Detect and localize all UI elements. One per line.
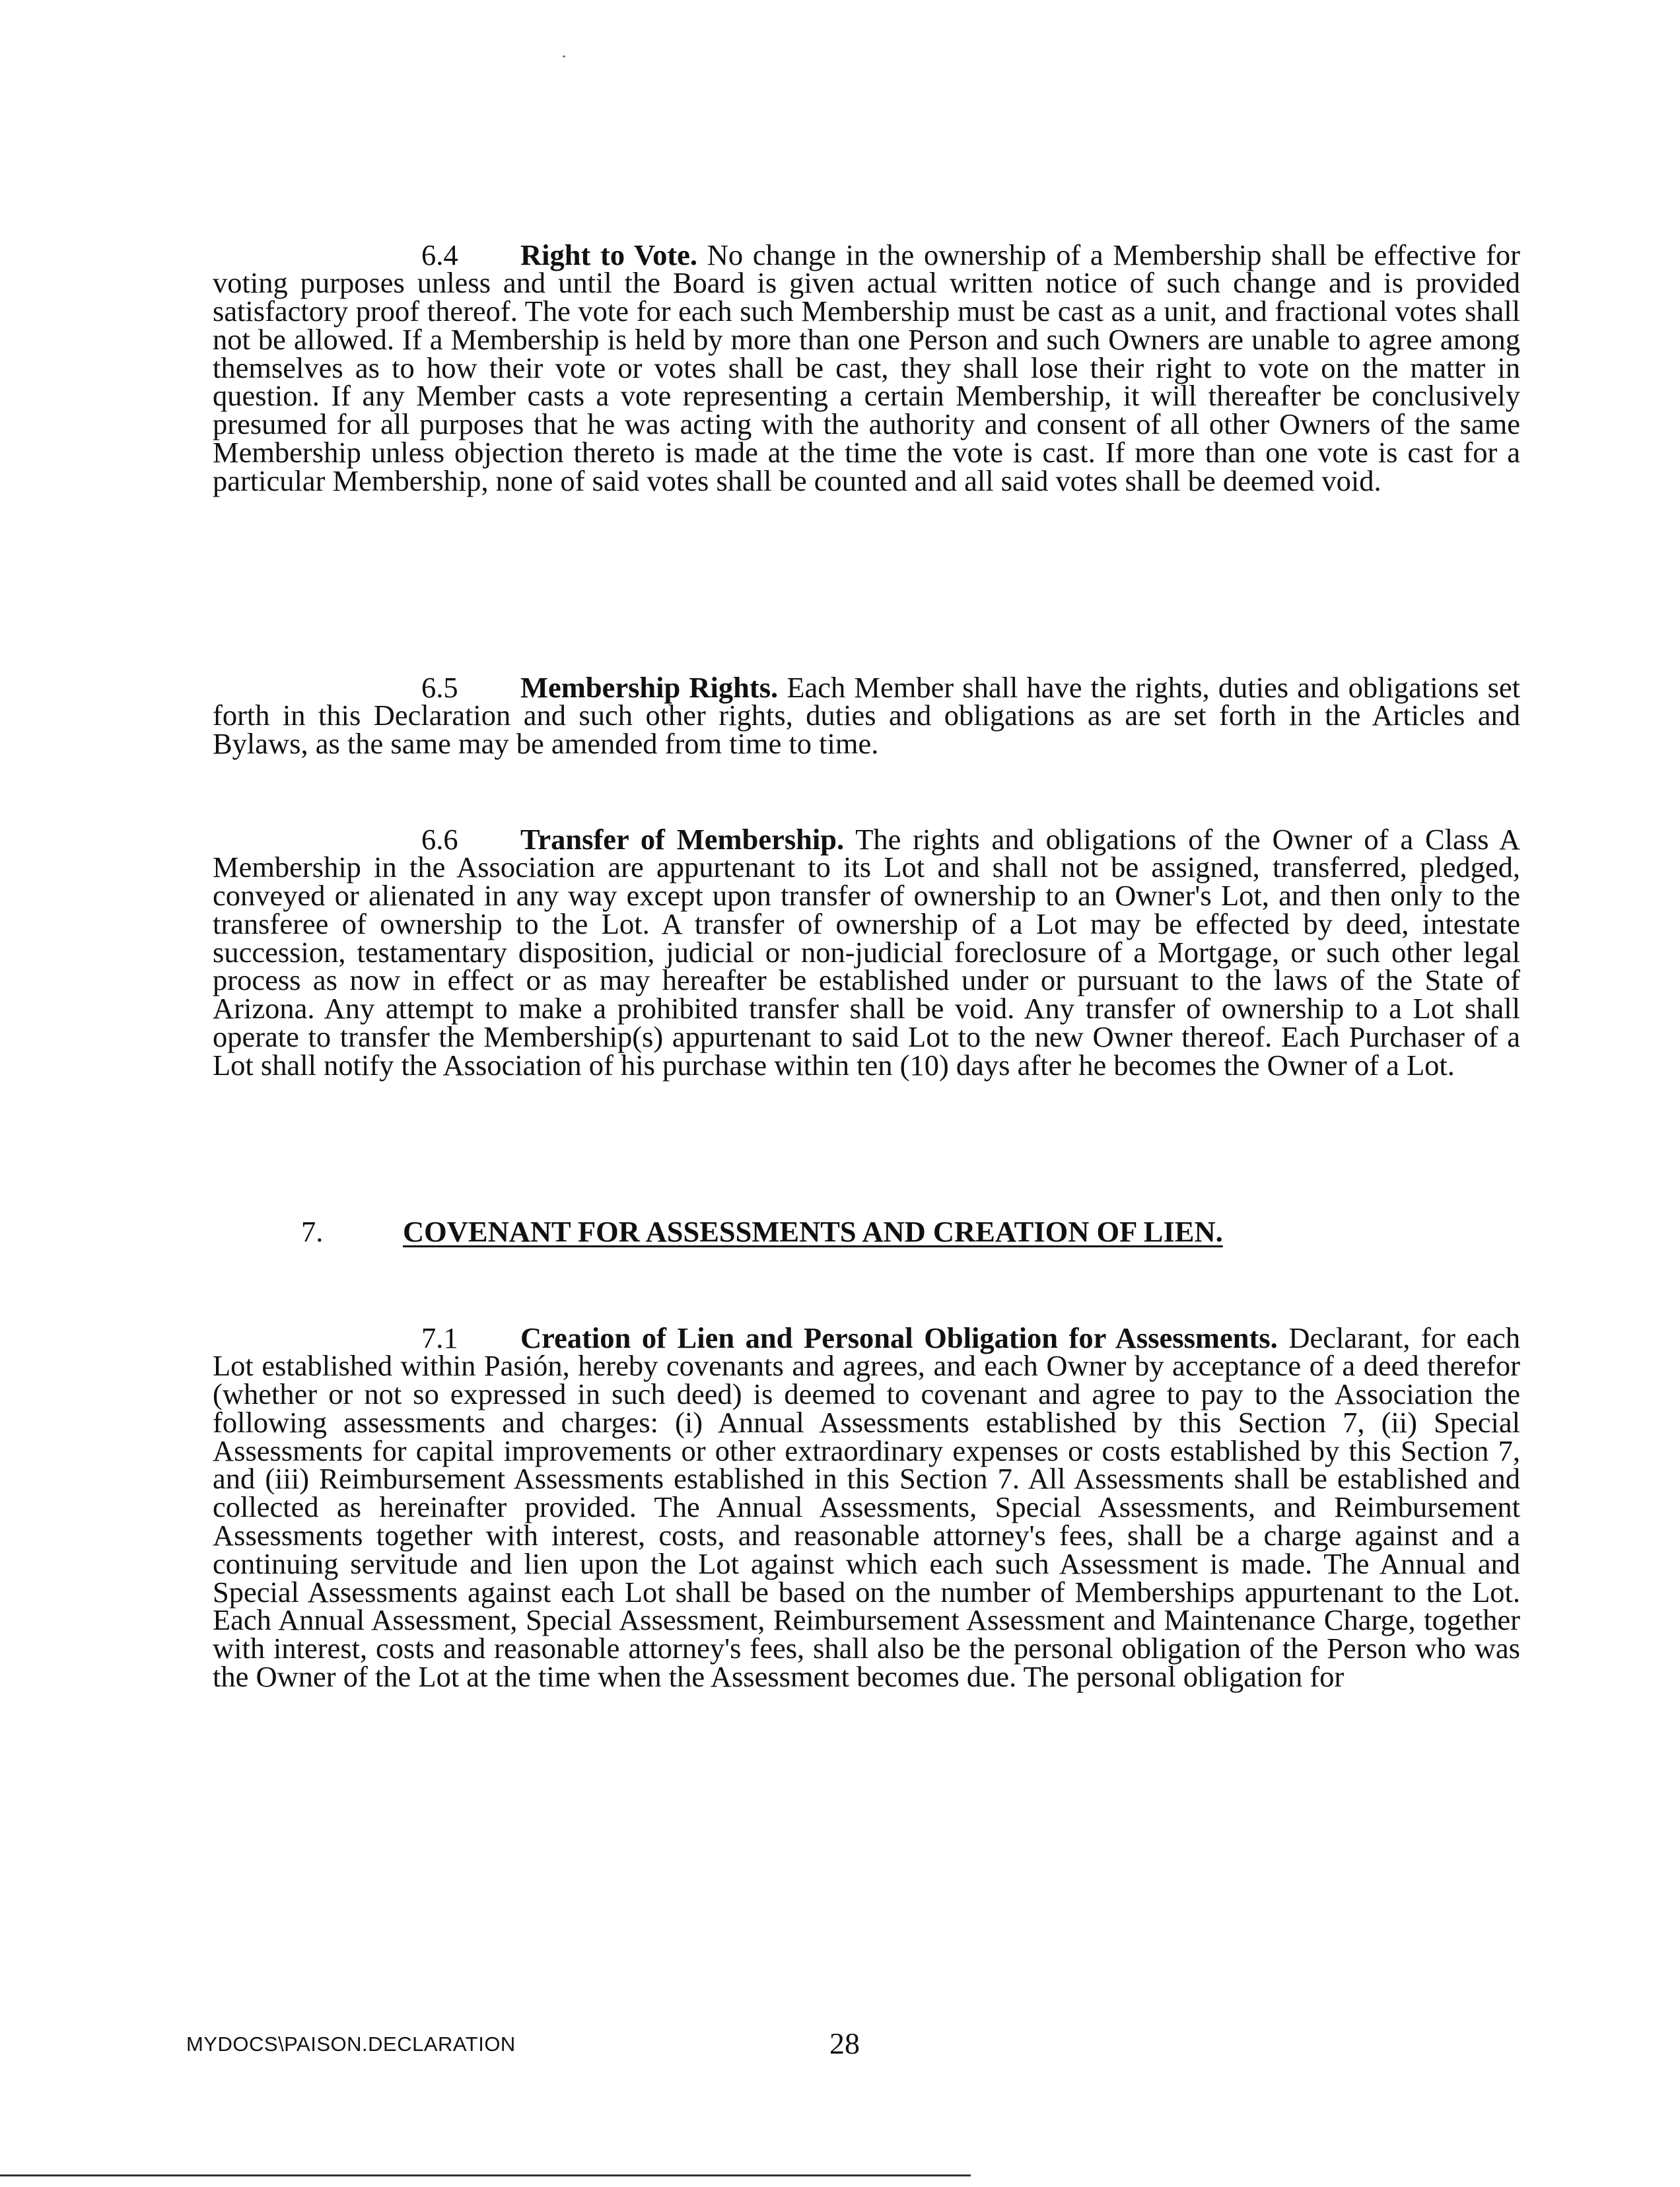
bottom-rule	[0, 2174, 971, 2176]
paragraph-heading: Membership Rights.	[520, 670, 779, 704]
page-number: 28	[829, 2027, 860, 2060]
paragraph-body: Each Member shall have the rights, duties and obligations set forth in this Declaration and such other rights, duties and obligations as are set forth in the Articles and Bylaws, as the same may be amended from time to time.	[213, 670, 1521, 761]
section-7-heading	[301, 1215, 1223, 1248]
paragraph-heading: Transfer of Membership.	[520, 822, 845, 856]
paragraph-number: 6.6	[421, 822, 458, 856]
footer-document-reference: MYDOCS\PAISON.DECLARATION	[186, 2032, 516, 2056]
paragraph-body: Declarant, for each Lot established within Pasión, hereby covenants and agrees, and each Owner by acceptance of a deed therefor (whether or not so expressed in such deed) is deemed to covenant and agree to pay to the Association the following assessments and charges: (i) Annual Assessments established by this Section 7, (ii) Special Assessments for capital improvements or other extraordinary expenses or costs established by this Section 7, and (iii) Reimbursement Assessments established in this Section 7. All Assessments shall be established and collected as hereinafter provided. The Annual Assessments, Special Assessments, and Reimbursement Assessments together with interest, costs, and reasonable attorney's fees, shall be a charge against and a continuing servitude and lien upon the Lot against which each such Assessment is made. The Annual and Special Assessments against each Lot shall be based on the number of Memberships appurtenant to the Lot. Each Annual Assessment, Special Assessment, Reimbursement Assessment and Maintenance Charge, together with interest, costs and reasonable attorney's fees, shall also be the personal obligation of the Person who was the Owner of the Lot at the time when the Assessment becomes due. The personal obligation for	[213, 1321, 1520, 1694]
paragraph-body: No change in the ownership of a Membership shall be effective for voting purposes unless and until the Board is given actual written notice of such change and is provided satisfactory proof thereof. The vote for each such Membership must be cast as a unit, and fractional votes shall not be allowed. If a Membership is held by more than one Person and such Owners are unable to agree among themselves as to how their vote or votes shall be cast, they shall lose their right to vote on the matter in question. If any Member casts a vote representing a certain Membership, it will thereafter be conclusively presumed for all purposes that he was acting with the authority and consent of all other Owners of the same Membership unless objection thereto is made at the time the vote is cast. If more than one vote is cast for a particular Membership, none of said votes shall be counted and all said votes shall be deemed void.	[213, 238, 1520, 497]
section-title: COVENANT FOR ASSESSMENTS AND CREATION OF LIEN.	[403, 1215, 1223, 1248]
paragraph-heading: Right to Vote.	[520, 238, 698, 271]
paragraph-7-1	[213, 1321, 1520, 1694]
paragraph-body: The rights and obligations of the Owner of a Class A Membership in the Association are appurtenant to its Lot and shall not be assigned, transferred, pledged, conveyed or alienated in any way except upon transfer of ownership to an Owner's Lot, and then only to the transferee of ownership to the Lot. A transfer of ownership of a Lot may be effected by deed, intestate succession, testamentary disposition, judicial or non-judicial foreclosure of a Mortgage, or such other legal process as now in effect or as may hereafter be established under or pursuant to the laws of the State of Arizona. Any attempt to make a prohibited transfer shall be void. Any transfer of ownership to a Lot shall operate to transfer the Membership(s) appurtenant to said Lot to the new Owner thereof. Each Purchaser of a Lot shall notify the Association of his purchase within ten (10) days after he becomes the Owner of a Lot.	[213, 822, 1520, 1082]
paragraph-6-6	[213, 822, 1520, 1082]
paragraph-heading: Creation of Lien and Personal Obligation for Assessments.	[520, 1321, 1278, 1354]
scan-speck	[563, 55, 565, 57]
section-number: 7.	[301, 1215, 324, 1248]
paragraph-number: 7.1	[421, 1321, 458, 1354]
paragraph-number: 6.5	[421, 670, 458, 704]
paragraph-6-5	[213, 670, 1521, 761]
paragraph-6-4	[213, 238, 1520, 497]
paragraph-number: 6.4	[421, 238, 458, 271]
